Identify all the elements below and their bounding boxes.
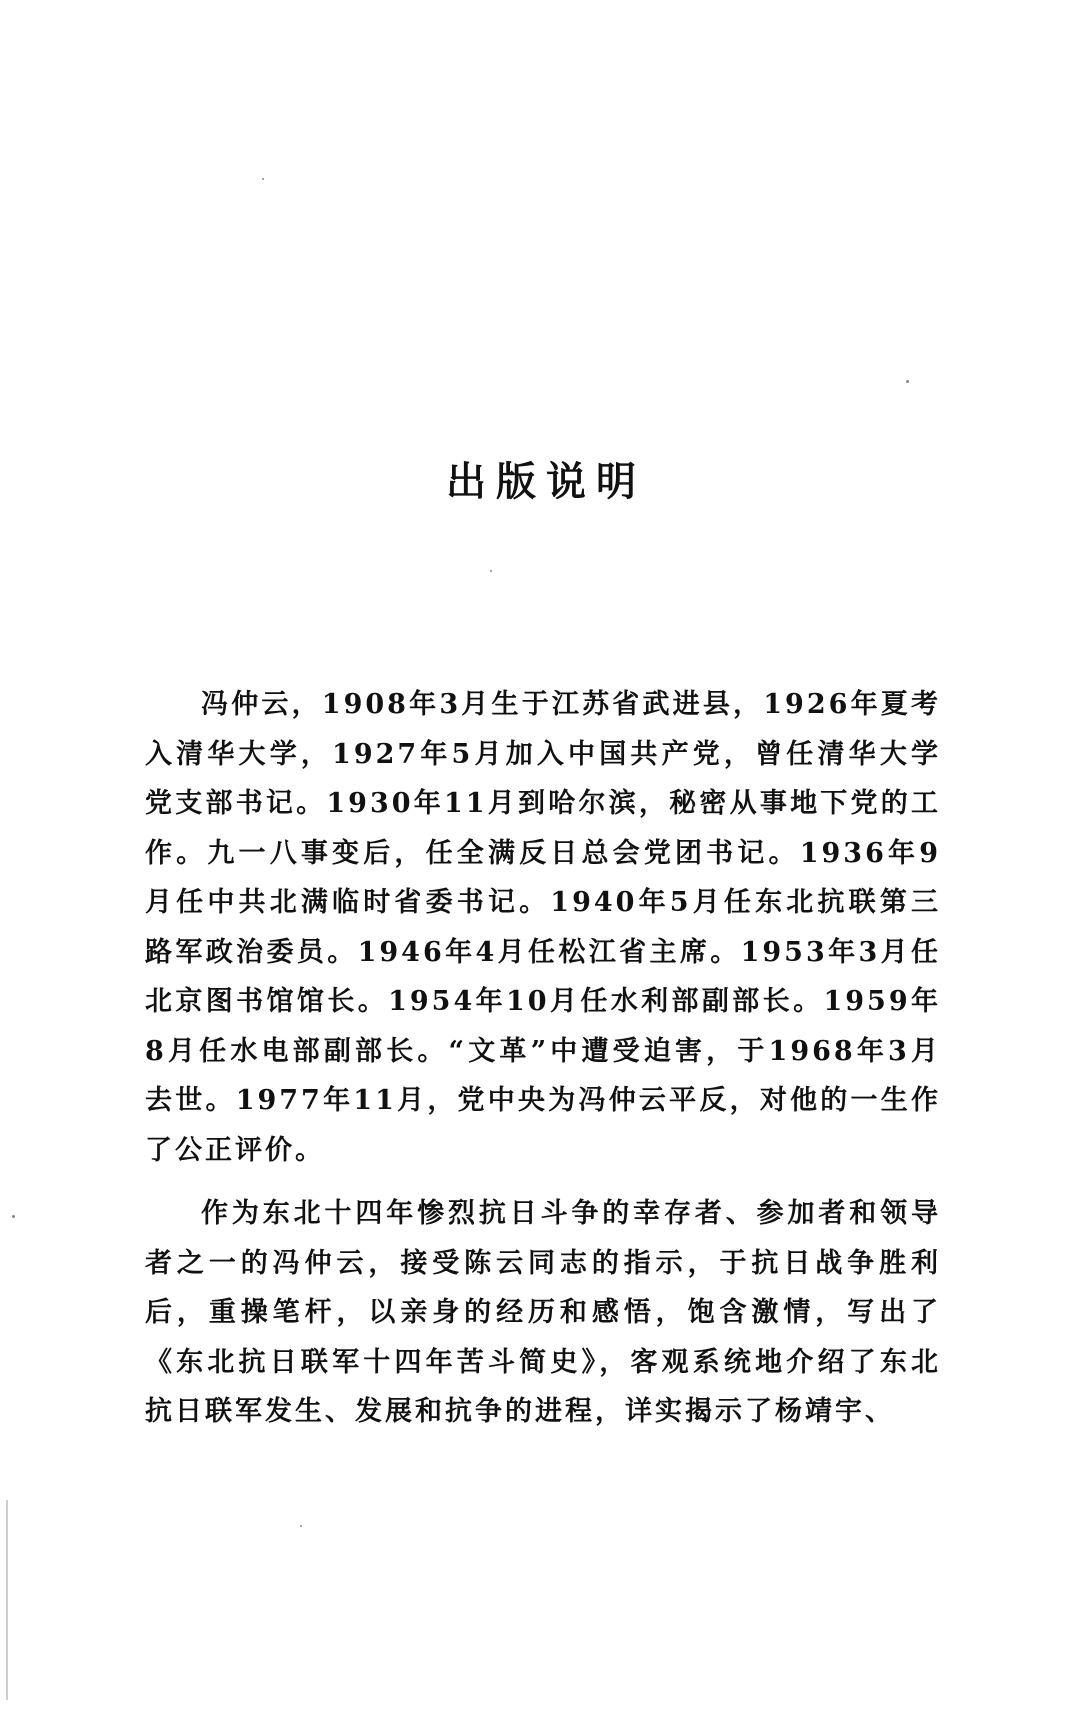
scan-edge-line	[6, 1500, 8, 1700]
scan-speck	[12, 1215, 15, 1218]
scan-speck	[300, 1525, 302, 1527]
paragraph-1: 冯仲云，1908年3月生于江苏省武进县，1926年夏考入清华大学，1927年5月加入中国共产党，曾任清华大学党支部书记。1930年11月到哈尔滨，秘密从事地下党的工作。九一八事变后，任全满反日总会党团书记。1936年9月任中共北满临时省委书记。1940年5月任东北抗联第三路军政治委员。1946年4月任松江省主席。1953年3月任北京图书馆馆长。1954年10月任水利部副部长。1959年8月任水电部副部长。“文革”中遭受迫害，于1968年3月去世。1977年11月，党中央为冯仲云平反，对他的一生作了公正评价。	[145, 689, 941, 1166]
scan-speck	[906, 380, 909, 383]
paragraph-2: 作为东北十四年惨烈抗日斗争的幸存者、参加者和领导者之一的冯仲云，接受陈云同志的指示，于抗日战争胜利后，重操笔杆，以亲身的经历和感悟，饱含激情，写出了《东北抗日联军十四年苦斗简史》，客观系统地介绍了东北抗日联军发生、发展和抗争的进程，详实揭示了杨靖宇、	[145, 1198, 941, 1427]
body-text	[145, 680, 941, 1451]
scan-speck	[262, 178, 264, 180]
page-title: 出版说明	[446, 459, 646, 505]
scan-speck	[490, 570, 492, 572]
